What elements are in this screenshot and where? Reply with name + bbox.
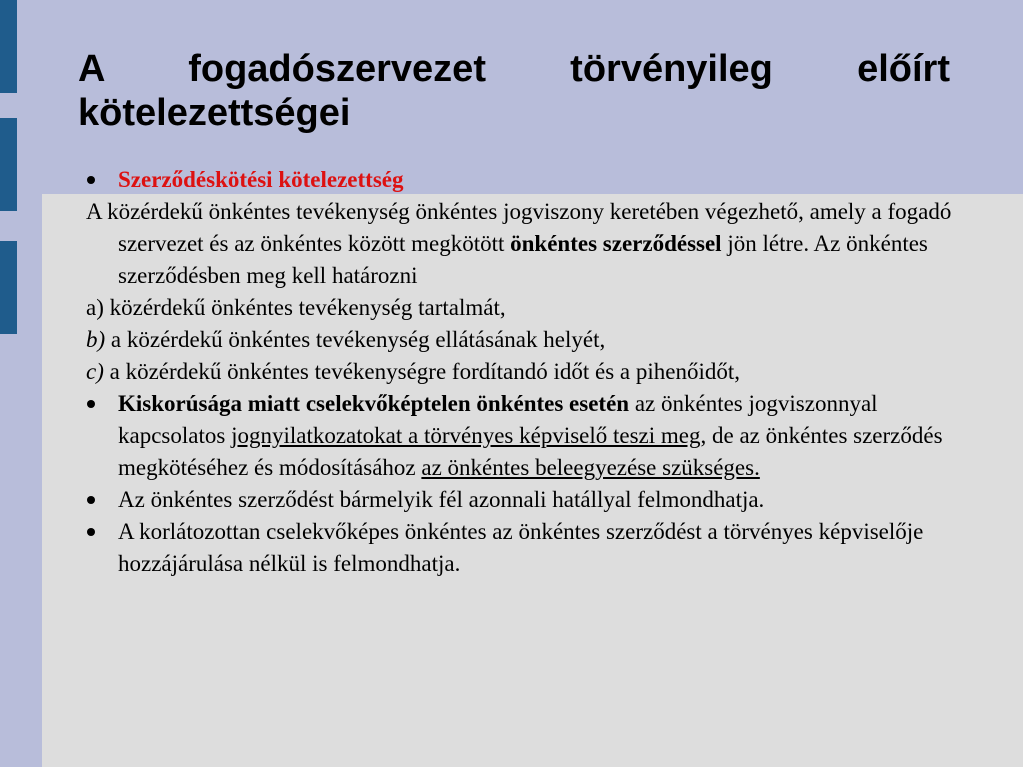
bullet-icon [87, 528, 95, 536]
bullet-icon [87, 176, 95, 184]
item-a-label: a) [86, 295, 104, 320]
slide-title-line2: kötelezettségei [78, 92, 351, 134]
bullet2-text-1: az önkéntes jogviszonnyal kapcsolatos [118, 391, 878, 448]
item-c-label: c) [86, 359, 104, 384]
slide-body [86, 164, 956, 580]
decorative-bar-bottom [0, 241, 18, 334]
decorative-bar-top [0, 0, 18, 93]
bullet3-text: Az önkéntes szerződést bármelyik fél azonnali hatállyal felmondhatja. [118, 487, 765, 512]
slide-title [78, 47, 950, 135]
bullet4-text: A korlátozottan cselekvőképes önkéntes az önkéntes szerződést a törvényes képviselője hozzájárulása nélkül is felmondhatja. [118, 519, 924, 576]
bullet-minor-incapacity [86, 388, 956, 484]
intro-bold: önkéntes szerződéssel [510, 231, 722, 256]
slide-title-line1: A fogadószervezet törvényileg előírt [78, 48, 950, 90]
item-c-text: a közérdekű önkéntes tevékenységre fordítandó időt és a pihenőidőt, [103, 359, 741, 384]
item-b-text: a közérdekű önkéntes tevékenység ellátásának helyét, [105, 327, 606, 352]
bullet-icon [87, 400, 95, 408]
bullet-limited-capacity [86, 516, 956, 580]
bullet2-underline-1: jognyilatkozatokat a törvényes képviselő teszi meg [231, 423, 701, 448]
slide-margin [17, 0, 42, 767]
item-a-text: közérdekű önkéntes tevékenység tartalmát, [103, 295, 506, 320]
item-b-label: b) [86, 327, 106, 352]
list-item-a [86, 292, 956, 324]
intro-text-2: jön létre. Az önkéntes szerződésben meg kell határozni [118, 231, 928, 288]
bullet-icon [87, 496, 95, 504]
bullet-heading [86, 164, 956, 196]
bullet2-text-2: , de az önkéntes szerződés megkötéséhez és módosításához [118, 423, 943, 480]
bullet2-underline-2: az önkéntes beleegyezése szükséges. [421, 455, 760, 480]
intro-text-1: A közérdekű önkéntes tevékenység önkéntes jogviszony keretében végezhető, amely a fogadó szervezet és az önkéntes között megkötött [86, 199, 952, 256]
bullet-termination [86, 484, 956, 516]
intro-paragraph [86, 196, 956, 292]
list-item-c [86, 356, 956, 388]
bullet2-bold: Kiskorúsága miatt cselekvőképtelen önkéntes esetén [118, 391, 630, 416]
decorative-bar-middle [0, 118, 18, 211]
list-item-b [86, 324, 956, 356]
heading-bullet-text: Szerződéskötési kötelezettség [118, 167, 404, 192]
